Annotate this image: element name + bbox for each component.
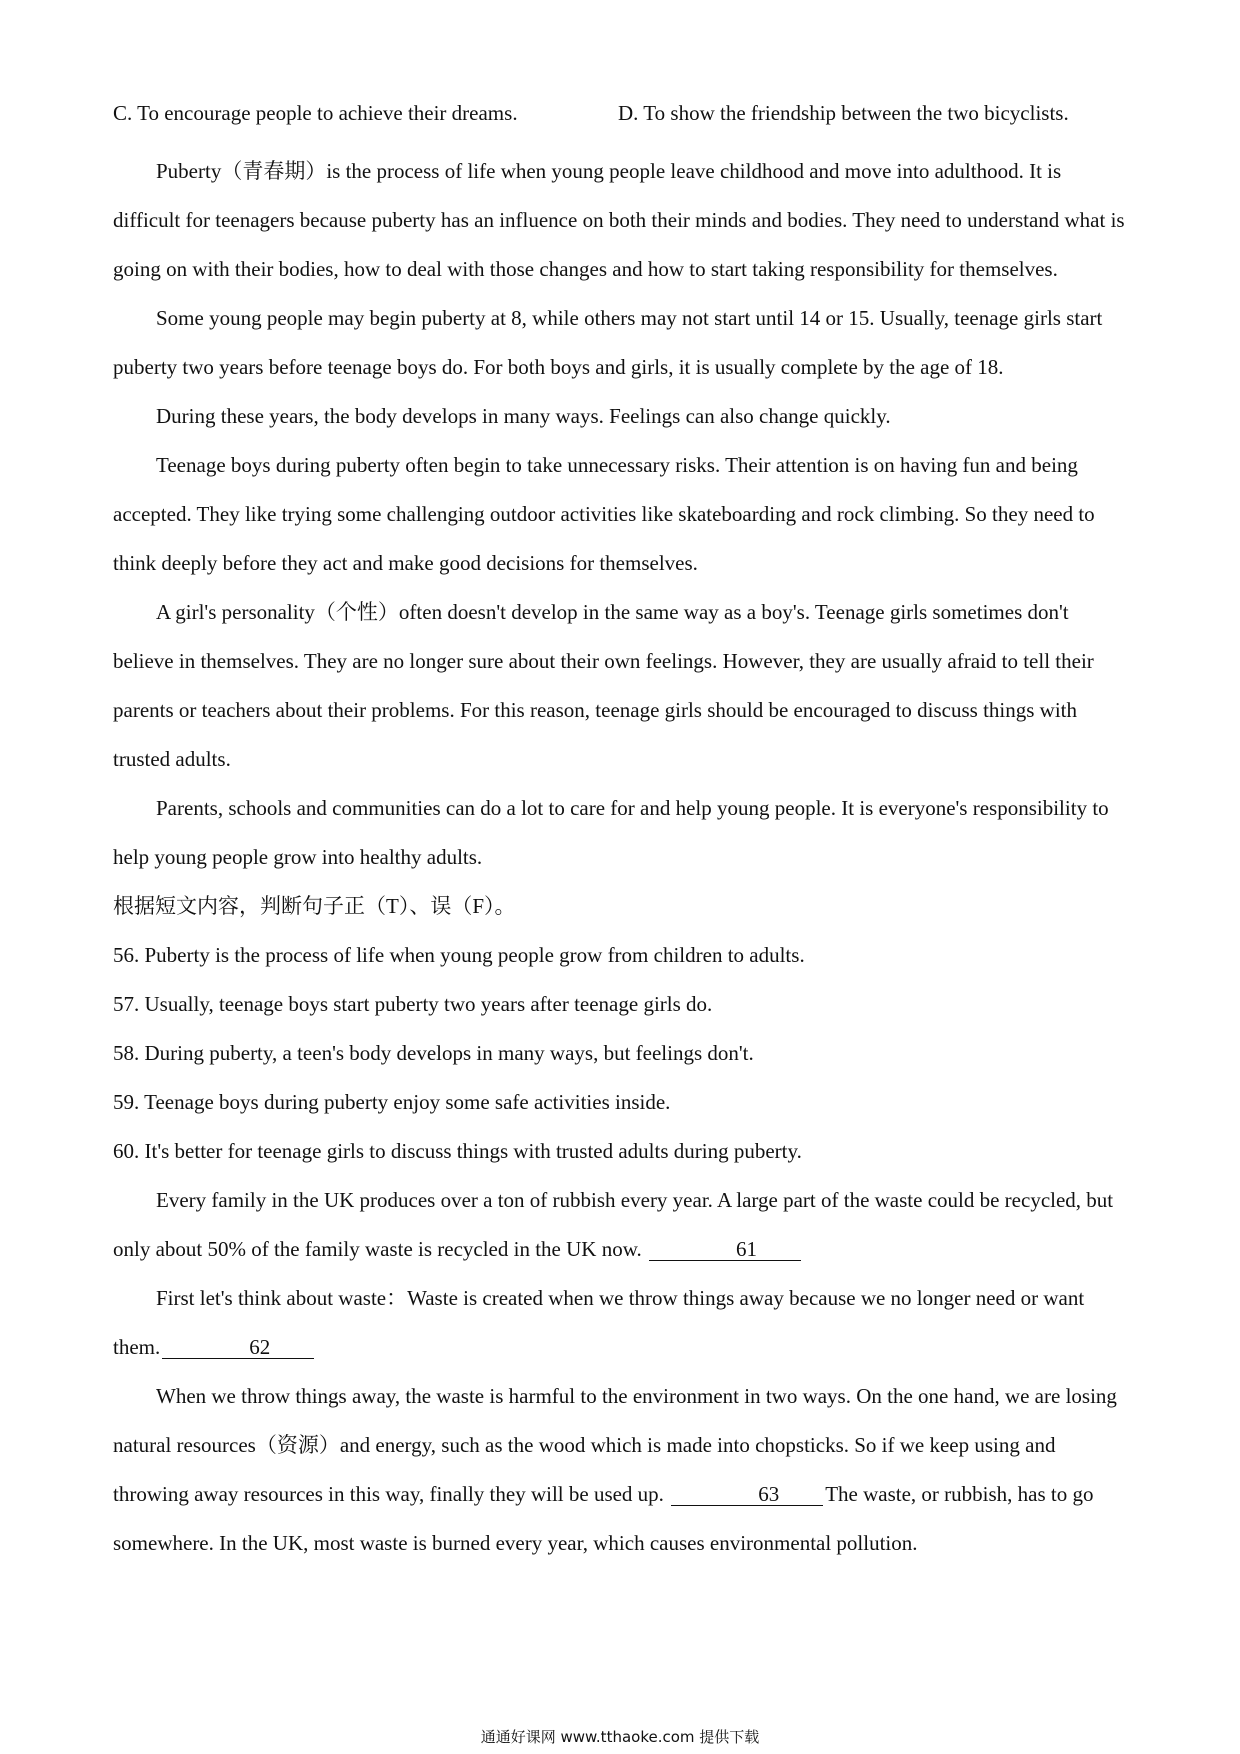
statement-item: 60. It's better for teenage girls to discuss things with trusted adults during puberty. <box>113 1139 802 1163</box>
option-d: D. To show the friendship between the two bicyclists. <box>618 101 1069 125</box>
passage-paragraph <box>113 1274 1132 1372</box>
paragraph-text: The waste, or rubbish, has to go somewhere. In the UK, most waste is burned every year, which causes environmental pollution. <box>113 1482 1094 1555</box>
paragraph-text: Every family in the UK produces over a ton of rubbish every year. A large part of the waste could be recycled, but only about 50% of the family waste is recycled in the UK now. <box>113 1188 1114 1261</box>
statement-item: 57. Usually, teenage boys start puberty two years after teenage girls do. <box>113 992 713 1016</box>
passage-puberty <box>113 147 1132 882</box>
paragraph-text: First let's think about waste：Waste is created when we throw things away because we no longer need or want them. <box>113 1286 1085 1359</box>
passage-paragraph: Teenage boys during puberty often begin to take unnecessary risks. Their attention is on having fun and being accepted. They like trying some challenging outdoor activities like skateboarding and rock climbing. So they need to think deeply before they act and make good decisions for themselves. <box>113 453 1095 575</box>
passage-waste <box>113 1176 1132 1568</box>
answer-blank-63[interactable]: 63 <box>671 1483 823 1506</box>
passage-paragraph <box>113 1176 1132 1274</box>
statement-item: 56. Puberty is the process of life when young people grow from children to adults. <box>113 943 805 967</box>
passage-paragraph: During these years, the body develops in many ways. Feelings can also change quickly. <box>156 404 891 428</box>
answer-blank-62[interactable]: 62 <box>162 1336 314 1359</box>
passage-paragraph <box>113 1372 1132 1568</box>
answer-blank-61[interactable]: 61 <box>649 1238 801 1261</box>
answer-options <box>113 98 1132 128</box>
paragraph-text: When we throw things away, the waste is harmful to the environment in two ways. On the one hand, we are losing natural resources（资源）and energy, such as the wood which is made into chopsticks. So if we keep using and throwing away resources in this way, finally they will be used up. <box>113 1384 1117 1506</box>
page-footer: 通通好课网 www.tthaoke.com 提供下载 <box>480 1728 760 1746</box>
passage-paragraph: Puberty（青春期）is the process of life when young people leave childhood and move into adulthood. It is difficult for teenagers because puberty has an influence on both their minds and bodies. They need to understand what is going on with their bodies, how to deal with those changes and how to start taking responsibility for themselves. <box>113 159 1125 281</box>
true-false-statements <box>113 931 1132 1176</box>
passage-paragraph: Parents, schools and communities can do a lot to care for and help young people. It is everyone's responsibility to help young people grow into healthy adults. <box>113 796 1109 869</box>
statement-item: 59. Teenage boys during puberty enjoy some safe activities inside. <box>113 1090 671 1114</box>
option-c: C. To encourage people to achieve their dreams. <box>113 101 518 125</box>
passage-paragraph: A girl's personality（个性）often doesn't develop in the same way as a boy's. Teenage girls sometimes don't believe in themselves. They are no longer sure about their own feelings. However, they are usually afraid to tell their parents or teachers about their problems. For this reason, teenage girls should be encouraged to discuss things with trusted adults. <box>113 600 1094 771</box>
instruction-text: 根据短文内容，判断句子正（T）、误（F）。 <box>113 894 516 918</box>
passage-paragraph: Some young people may begin puberty at 8, while others may not start until 14 or 15. Usually, teenage girls start puberty two years before teenage boys do. For both boys and girls, it is usually complete by the age of 18. <box>113 306 1103 379</box>
statement-item: 58. During puberty, a teen's body develops in many ways, but feelings don't. <box>113 1041 754 1065</box>
